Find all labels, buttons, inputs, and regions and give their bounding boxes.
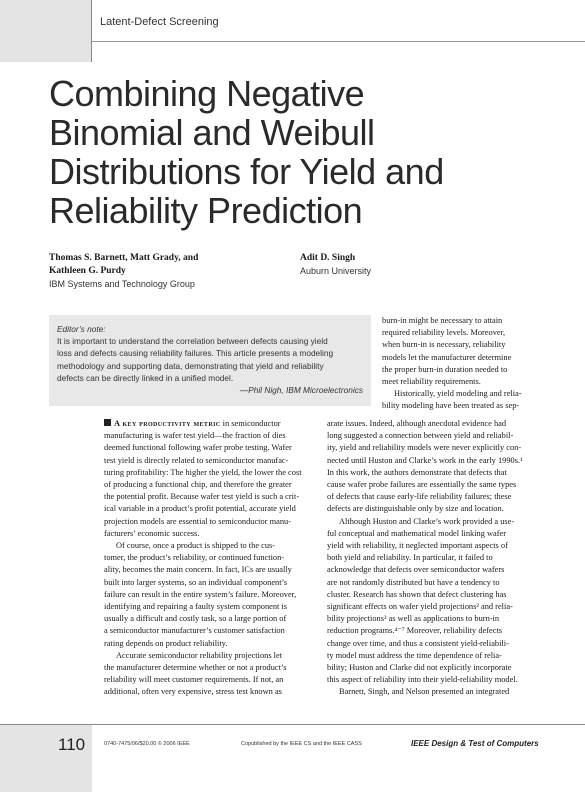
title-line: Binomial and Weibull xyxy=(49,112,375,153)
text-line: of defects that cause early-life reliability failures; these xyxy=(327,492,512,502)
text-line: arate issues. Indeed, although anecdotal evidence had xyxy=(327,419,507,428)
editors-note-line: defects can be directly linked in a unified model. xyxy=(57,372,234,383)
title-line: Reliability Prediction xyxy=(49,190,363,231)
text-line: projection models are essential to semiconductor manu- xyxy=(104,516,291,526)
text-line: facturers’ economic success. xyxy=(104,528,200,538)
text-line: bility projections³ as well as applications to burn-in xyxy=(327,614,500,624)
text-line: change over time, and thus a consistent yield-reliabili- xyxy=(327,638,509,648)
text-line: rating depends on product reliability. xyxy=(104,638,228,648)
editors-note-heading: Editor’s note: xyxy=(57,324,106,334)
header-rule xyxy=(92,41,585,42)
text-line: the potential profit. Because wafer test yield is such a crit- xyxy=(104,492,300,502)
text-line: identifying and repairing a faulty system component is xyxy=(104,602,288,612)
text-line: a semiconductor manufacturer’s customer satisfaction xyxy=(104,626,285,636)
text-line: bility; Huston and Clarke did not explicitly incorporate xyxy=(327,663,512,673)
section-start-square-icon xyxy=(104,419,111,426)
section-label: Latent-Defect Screening xyxy=(100,16,219,28)
title-line: Distributions for Yield and xyxy=(49,151,444,192)
text-line: Although Huston and Clarke’s work provided a use- xyxy=(339,516,515,526)
authors-right xyxy=(300,252,530,278)
editors-note xyxy=(49,315,371,406)
editors-note-signature: —Phil Nigh, IBM Microelectronics xyxy=(239,385,363,396)
text-line: nected until Huston and Clarke’s work in the early 1990s.¹ xyxy=(327,455,523,465)
text-line: when burn-in is necessary, reliability xyxy=(382,340,506,350)
text-line: burn-in might be necessary to attain xyxy=(382,316,503,325)
footer-rule xyxy=(0,724,585,725)
text-line: the proper burn-in duration needed to xyxy=(382,364,508,374)
paragraph xyxy=(327,686,540,698)
text-line: in semiconductor xyxy=(220,419,281,428)
text-line: ity, yield and reliability models were never explicitly con- xyxy=(327,443,522,453)
text-line: built into larger systems, so an individual component’s xyxy=(104,577,288,587)
footer-code: 0740-7475/06/$20.00 © 2006 IEEE xyxy=(104,741,190,747)
text-line: bility modeling have been treated as sep- xyxy=(382,401,520,411)
text-line: reliability will meet customer requirements. If not, an xyxy=(104,675,284,685)
author-names: Thomas S. Barnett, Matt Grady, and xyxy=(49,253,199,263)
body-column-right xyxy=(327,418,540,699)
paragraph xyxy=(327,418,540,516)
text-line: cause wafer probe failures are essentially the same types xyxy=(327,480,517,490)
text-line: both yield and reliability. In particular, it failed to xyxy=(327,553,493,563)
text-line: turing profitability: The higher the yield, the lower the cost xyxy=(104,467,302,477)
text-line: Historically, yield modeling and relia- xyxy=(394,389,522,399)
text-line: this aspect of reliability into their yield-reliability model. xyxy=(327,675,518,685)
title-line: Combining Negative xyxy=(49,73,365,114)
text-line: yield with reliability, it neglected important aspects of xyxy=(327,541,508,551)
text-line: In this work, the authors demonstrate that defects that xyxy=(327,467,507,477)
text-line: reduction programs.⁴⁻⁷ Moreover, reliability defects xyxy=(327,626,503,636)
footer-copublished: Copublished by the IEEE CS and the IEEE CASS xyxy=(241,741,362,747)
text-line: failure can result in the entire system’s failure. Moreover, xyxy=(104,589,297,599)
editors-note-line: It is important to understand the correlation between defects causing yield xyxy=(57,336,328,347)
text-line: ical variable in a product’s profit potential, accurate yield xyxy=(104,504,296,514)
paragraph xyxy=(327,516,540,687)
text-line: Barnett, Singh, and Nelson presented an integrated xyxy=(339,687,510,697)
author-names: Kathleen G. Purdy xyxy=(49,266,126,276)
text-line: usually a difficult and costly task, so a large portion of xyxy=(104,614,287,624)
text-line: test yield is directly related to semiconductor manufac- xyxy=(104,455,289,465)
text-line: acknowledge that defects over semiconductor wafers xyxy=(327,565,505,575)
text-line: Accurate semiconductor reliability projections let xyxy=(116,650,283,660)
footer-journal: IEEE Design & Test of Computers xyxy=(411,739,539,748)
text-line: deemed functional following wafer probe testing. Wafer xyxy=(104,443,292,453)
editors-note-line: loss and defects causing reliability failures. This article presents a modeling xyxy=(57,348,334,359)
text-line: long suggested a connection between yield and reliabil- xyxy=(327,431,514,441)
text-line: cluster. Research has shown that defect clustering has xyxy=(327,589,507,599)
author-names: Adit D. Singh xyxy=(300,253,356,263)
text-line: of producing a functional chip, and therefore the greater xyxy=(104,480,292,490)
text-line: additional, often very expensive, stress test known as xyxy=(104,687,282,697)
text-line: required reliability levels. Moreover, xyxy=(382,328,506,338)
page-number: 110 xyxy=(58,735,86,754)
editors-note-line: methodology and supporting data, demonstrating that yield and reliability xyxy=(57,360,324,371)
author-affiliation: Auburn University xyxy=(300,266,372,276)
text-line: the manufacturer determine whether or not a product’s xyxy=(104,663,287,673)
header-shade xyxy=(0,0,92,62)
body-column-right-top xyxy=(382,315,540,413)
paragraph xyxy=(382,388,540,412)
paragraph xyxy=(382,315,540,388)
text-line: manufacturing is wafer test yield—the fraction of dies xyxy=(104,431,286,441)
text-line: ty model must address the time dependence of relia- xyxy=(327,650,502,660)
text-line: defects are distinguishable only by size and location. xyxy=(327,504,504,514)
text-line: ality, becomes the main concern. In fact, ICs are usually xyxy=(104,565,292,575)
text-line: are not randomly distributed but have a tendency to xyxy=(327,577,500,587)
text-line: meet reliability requirements. xyxy=(382,377,481,387)
authors-left xyxy=(49,252,279,291)
text-line: tomer, the product’s reliability, or continued function- xyxy=(104,553,285,563)
header-vertical-rule xyxy=(91,0,92,62)
text-line: models let the manufacturer determine xyxy=(382,352,512,362)
text-line: Of course, once a product is shipped to the cus- xyxy=(116,541,276,551)
text-line: ful conceptual and mathematical model linking wafer xyxy=(327,528,507,538)
text-line: significant effects on wafer yield projections² and relia- xyxy=(327,602,513,612)
author-affiliation: IBM Systems and Technology Group xyxy=(49,279,195,289)
lead-in: A key productivity metric xyxy=(114,419,221,428)
article-title xyxy=(49,74,569,230)
